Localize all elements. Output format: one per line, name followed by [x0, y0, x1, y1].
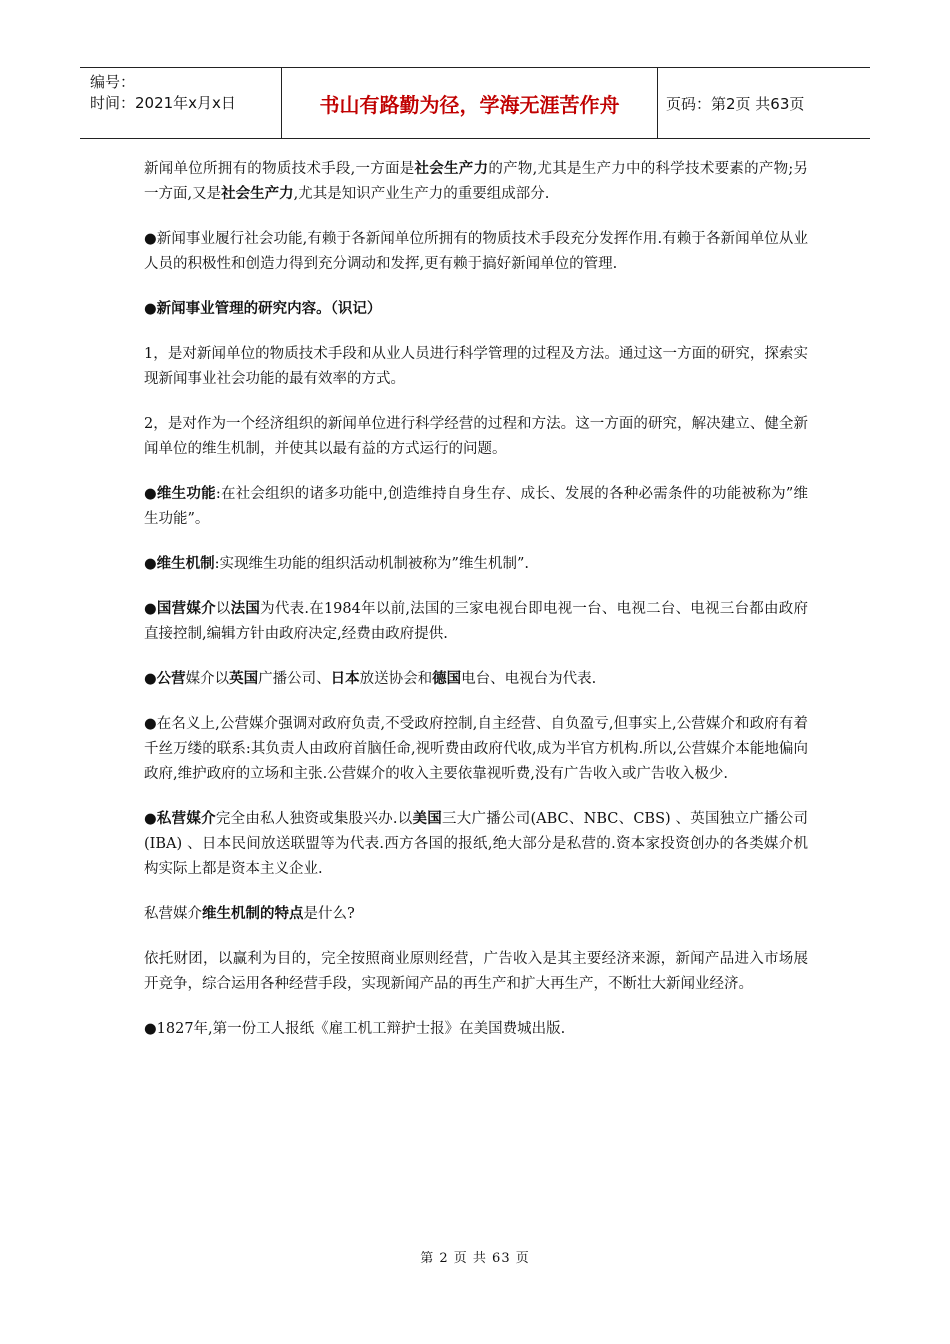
- paragraph-emphasis: 日本: [330, 671, 360, 687]
- header-page-info: 页码：第2页 共63页: [666, 94, 805, 113]
- paragraph: [144, 297, 808, 322]
- paragraph-emphasis: ●公营: [144, 671, 186, 687]
- paragraph-text: 的产物,尤其是生产力中的科学技术要素的产物;另一方面,又是: [144, 161, 809, 202]
- paragraph-text: 以: [215, 601, 231, 617]
- paragraph-text: 为代表.在1984年以前,法国的三家电视台即电视一台、电视二台、电视三台都由政府直接控制,编辑方针由政府决定,经费由政府提供.: [144, 601, 809, 642]
- paragraph-text: 2，是对作为一个经济组织的新闻单位进行科学经营的过程和方法。这一方面的研究，解决建立、健全新闻单位的维生机制，并使其以最有益的方式运行的问题。: [144, 416, 808, 457]
- paragraph-emphasis: ●维生机制: [144, 556, 215, 572]
- paragraph-emphasis: ●私营媒介: [144, 811, 216, 827]
- paragraph-text: 私营媒介: [144, 906, 202, 922]
- page-header: [80, 67, 870, 139]
- paragraph: [144, 712, 808, 787]
- paragraph-text: 三大广播公司(ABC、NBC、CBS) 、英国独立广播公司(IBA) 、日本民间放送联盟等为代表.西方各国的报纸,绝大部分是私营的.资本家投资创办的各类媒介机构实际上都是资本主义企业.: [144, 811, 809, 877]
- paragraph-text: 媒介以: [185, 671, 230, 687]
- paragraph: [144, 667, 808, 692]
- paragraph: [144, 342, 808, 392]
- header-motto: 书山有路勤为径，学海无涯苦作舟: [282, 68, 658, 138]
- paragraph-emphasis: 英国: [229, 671, 259, 687]
- paragraph: [144, 902, 808, 927]
- paragraph-text: ●在名义上,公营媒介强调对政府负责,不受政府控制,自主经营、自负盈亏,但事实上,公营媒介和政府有着千丝万缕的联系:其负责人由政府首脑任命,视听费由政府代收,成为半官方机构.所以,公营媒介本能地偏向政府,维护政府的立场和主张.公营媒介的收入主要依靠视听费,没有广告收入或广告收入极少.: [144, 716, 808, 782]
- paragraph-emphasis: ●维生功能: [144, 486, 216, 502]
- paragraph-emphasis: 社会生产力: [414, 161, 489, 177]
- paragraph-text: ●1827年,第一份工人报纸《雇工机工辩护士报》在美国费城出版.: [144, 1021, 566, 1037]
- paragraph: [144, 947, 808, 997]
- paragraph-emphasis: 德国: [432, 671, 462, 687]
- paragraph: [144, 1017, 808, 1042]
- header-meta: [80, 68, 282, 138]
- paragraph-text: ,尤其是知识产业生产力的重要组成部分.: [293, 186, 550, 202]
- paragraph-text: ●新闻事业履行社会功能,有赖于各新闻单位所拥有的物质技术手段充分发挥作用.有赖于各新闻单位从业人员的积极性和创造力得到充分调动和发挥,更有赖于搞好新闻单位的管理.: [144, 231, 808, 272]
- paragraph-text: 依托财团，以赢利为目的，完全按照商业原则经营，广告收入是其主要经济来源，新闻产品进入市场展开竞争，综合运用各种经营手段，实现新闻产品的再生产和扩大再生产，不断壮大新闻业经济。: [144, 951, 808, 992]
- paragraph-emphasis: ●国营媒介: [144, 601, 216, 617]
- paragraph-emphasis: 维生机制的特点: [202, 906, 304, 922]
- paragraph-text: 放送协会和: [359, 671, 433, 687]
- paragraph-text: :在社会组织的诸多功能中,创造维持自身生存、成长、发展的各种必需条件的功能被称为”维生功能”。: [144, 486, 808, 527]
- paragraph: [144, 412, 808, 462]
- paragraph-emphasis: 社会生产力: [221, 186, 294, 202]
- document-number-label: 编号：: [90, 73, 136, 91]
- paragraph-text: 是什么?: [303, 906, 355, 922]
- paragraph-text: 广播公司、: [258, 671, 331, 687]
- document-time-label: 时间：2021年x月x日: [90, 94, 236, 112]
- paragraph-emphasis: ●新闻事业管理的研究内容。（识记）: [144, 301, 382, 317]
- paragraph: [144, 552, 808, 577]
- paragraph: [144, 227, 808, 277]
- document-body: [144, 157, 808, 1042]
- paragraph-text: 1，是对新闻单位的物质技术手段和从业人员进行科学管理的过程及方法。通过这一方面的研究，探索实现新闻事业社会功能的最有效率的方式。: [144, 346, 808, 387]
- paragraph-text: 电台、电视台为代表.: [461, 671, 597, 687]
- paragraph: [144, 807, 808, 882]
- paragraph: [144, 597, 808, 647]
- paragraph-emphasis: 法国: [230, 601, 261, 617]
- page-footer: 第 2 页 共 63 页: [420, 1251, 530, 1266]
- paragraph: [144, 482, 808, 532]
- paragraph-text: :实现维生功能的组织活动机制被称为”维生机制”.: [214, 556, 529, 572]
- paragraph: [144, 157, 808, 207]
- paragraph-text: 新闻单位所拥有的物质技术手段,一方面是: [144, 161, 415, 177]
- paragraph-text: 完全由私人独资或集股兴办.以: [215, 811, 413, 827]
- paragraph-emphasis: 美国: [412, 811, 442, 827]
